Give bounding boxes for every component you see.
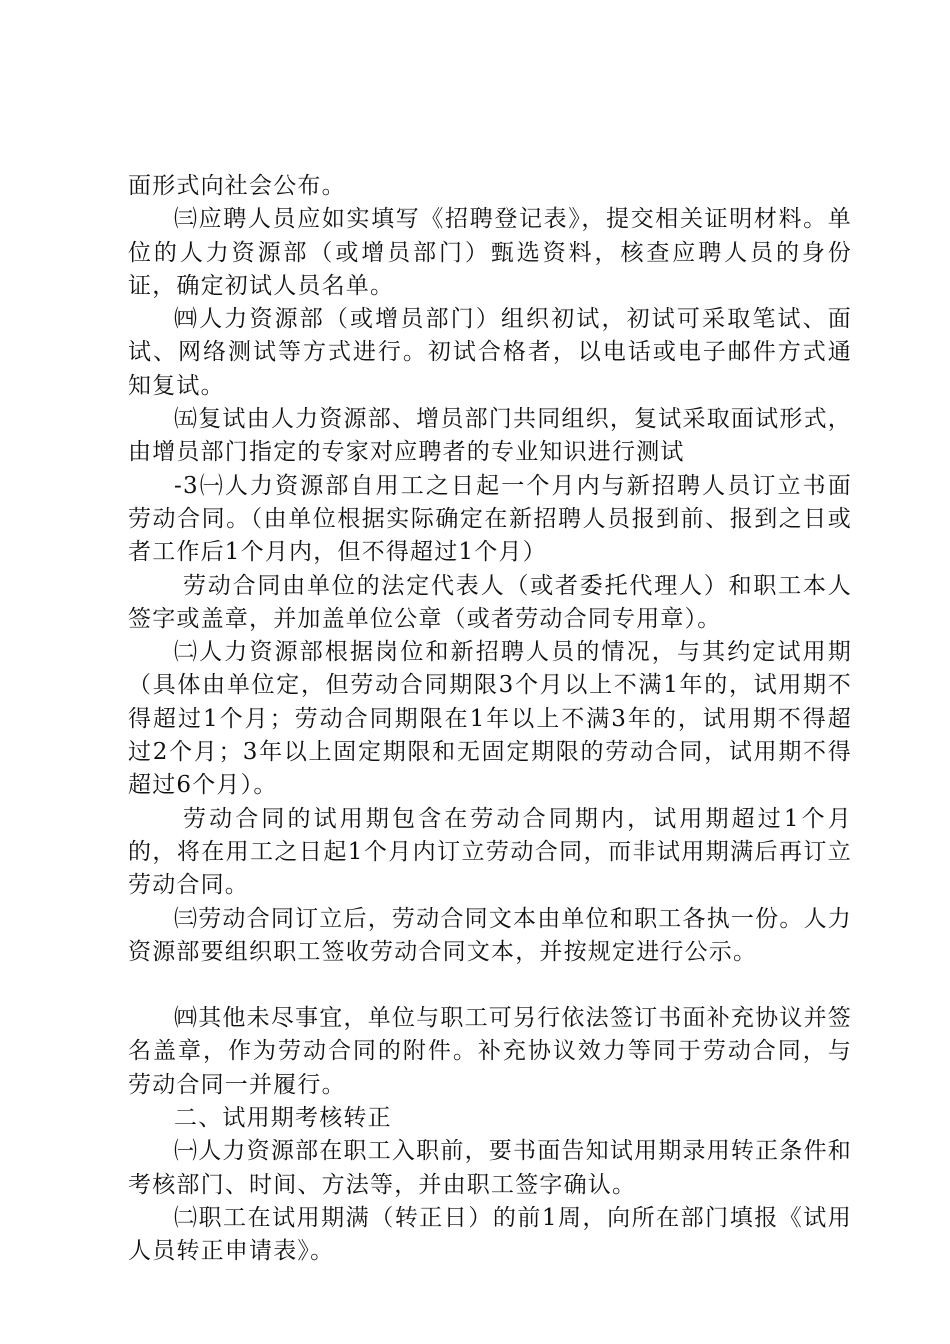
- section-heading-probation-review: 二、试用期考核转正: [174, 1105, 392, 1132]
- paragraph-supplementary-agreement: ㈣其他未尽事宜，单位与职工可另行依法签订书面补充协议并签名盖章，作为劳动合同的附件。补充协议效力等同于劳动合同，与劳动合同一并履行。: [128, 1005, 852, 1098]
- paragraph-labor-contract: -3㈠人力资源部自用工之日起一个月内与新招聘人员订立书面劳动合同。（由单位根据实际确定在新招聘人员报到前、报到之日或者工作后1个月内，但不得超过1个月）: [128, 472, 852, 566]
- paragraph-probation-conditions: ㈠人力资源部在职工入职前，要书面告知试用期录用转正条件和考核部门、时间、方法等，并由职工签字确认。: [128, 1138, 852, 1198]
- document-page: [128, 170, 852, 1269]
- paragraph-publish-notice: 面形式向社会公布。: [128, 173, 346, 199]
- paragraph-contract-copies: ㈢劳动合同订立后，劳动合同文本由单位和职工各执一份。人力资源部要组织职工签收劳动合同文本，并按规定进行公示。: [128, 905, 852, 965]
- paragraph-confirmation-application: ㈡职工在试用期满（转正日）的前1周，向所在部门填报《试用人员转正申请表》。: [128, 1204, 852, 1265]
- paragraph-registration-form: ㈢应聘人员应如实填写《招聘登记表》，提交相关证明材料。单位的人力资源部（或增员部门）甄选资料，核查应聘人员的身份证，确定初试人员名单。: [128, 206, 852, 299]
- paragraph-contract-signature: 劳动合同由单位的法定代表人（或者委托代理人）和职工本人签字或盖章，并加盖单位公章（或者劳动合同专用章）。: [128, 572, 852, 632]
- paragraph-probation-included: 劳动合同的试用期包含在劳动合同期内，试用期超过1个月的，将在用工之日起1个月内订立劳动合同，而非试用期满后再订立劳动合同。: [128, 805, 852, 899]
- paragraph-probation-period: ㈡人力资源部根据岗位和新招聘人员的情况，与其约定试用期（具体由单位定，但劳动合同期限3个月以上不满1年的，试用期不得超过1个月；劳动合同期限在1年以上不满3年的，试用期不得超过2个月；3年以上固定期限和无固定期限的劳动合同，试用期不得超过6个月）。: [128, 639, 852, 799]
- paragraph-initial-test: ㈣人力资源部（或增员部门）组织初试，初试可采取笔试、面试、网络测试等方式进行。初试合格者，以电话或电子邮件方式通知复试。: [128, 306, 852, 399]
- paragraph-second-test: ㈤复试由人力资源部、增员部门共同组织，复试采取面试形式，由增员部门指定的专家对应聘者的专业知识进行测试: [128, 406, 852, 466]
